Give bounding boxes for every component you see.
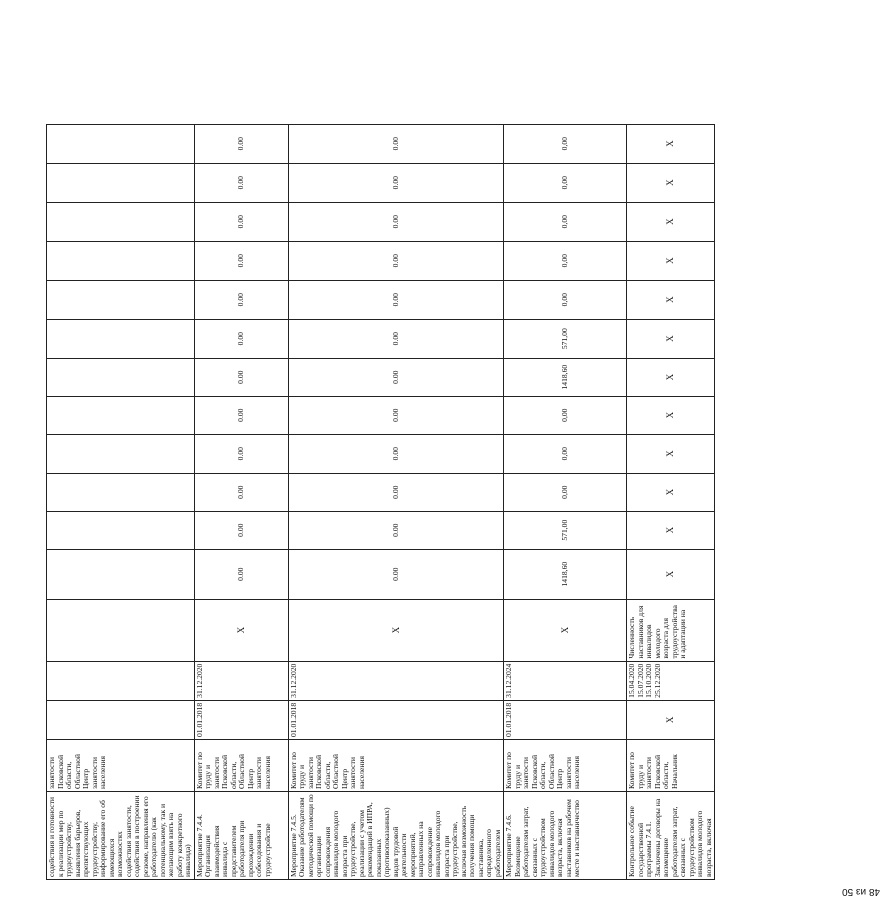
funding-value-cell: 0.00 — [288, 549, 504, 599]
funding-value-cell: X — [627, 396, 715, 434]
funding-value-cell: 0,00 — [504, 241, 627, 280]
funding-value-cell: 0.00 — [288, 241, 504, 280]
funding-value-cell: 0.00 — [288, 124, 504, 163]
end-date-cell: 31.12.2024 — [504, 661, 627, 700]
funding-value-cell: 0.00 — [288, 396, 504, 434]
start-date-cell: 01.01.2018 — [288, 700, 504, 739]
funding-value-cell: X — [627, 319, 715, 358]
funding-value-cell: 0.00 — [194, 434, 288, 473]
funding-value-cell: X — [627, 163, 715, 202]
funding-value-cell — [47, 511, 195, 549]
table-row — [627, 124, 715, 879]
executor-cell: Комитет по труду и занятости Псковской области, Областной Центр занятости населения — [504, 740, 627, 792]
activity-name-cell: содействия и готовности к реализации мер по трудоустройству, выявления барьеров, препятствующих трудоустройству, информирование его об имеющихся возможностях содействия занятости, содействия в построении резюме, направления его работодателю (как потенциальному, так и желающим взять на работу конкретного инвалида) — [47, 792, 195, 880]
funding-value-cell: X — [627, 549, 715, 599]
start-date-cell — [47, 700, 195, 739]
funding-value-cell: 0.00 — [194, 163, 288, 202]
funding-value-cell — [47, 280, 195, 319]
funding-value-cell — [47, 124, 195, 163]
funding-value-cell: 0,00 — [504, 434, 627, 473]
indicator-cell: X — [288, 599, 504, 661]
funding-value-cell: 0.00 — [194, 473, 288, 511]
funding-value-cell: X — [627, 280, 715, 319]
funding-value-cell — [47, 241, 195, 280]
indicator-cell: X — [194, 599, 288, 661]
activity-name-cell: Контрольное событие государственной программы 7.4.1. Заключены договоры на возмещение работодателям затрат, связанных с трудоустройством инвалидов молодого возраста, включая — [627, 792, 715, 880]
table-row — [47, 124, 195, 879]
funding-value-cell: 571,00 — [504, 319, 627, 358]
start-date-cell: X — [627, 700, 715, 739]
funding-value-cell: 0.00 — [194, 549, 288, 599]
funding-value-cell — [47, 202, 195, 241]
funding-value-cell — [47, 473, 195, 511]
funding-value-cell: 0.00 — [288, 358, 504, 396]
end-date-cell: 31.12.2020 — [194, 661, 288, 700]
funding-value-cell: 0.00 — [194, 319, 288, 358]
funding-value-cell: 0.00 — [288, 163, 504, 202]
table-row — [288, 124, 504, 879]
funding-value-cell: 0.00 — [194, 511, 288, 549]
funding-value-cell: 0,00 — [504, 280, 627, 319]
page-number: 48 из 50 — [842, 886, 880, 897]
indicator-cell: Численность наставников для инвалидов молодого возраста для трудоустройства и адаптации на — [627, 599, 715, 661]
funding-value-cell: X — [627, 241, 715, 280]
funding-value-cell: X — [627, 434, 715, 473]
executor-cell: Комитет по труду и занятости Псковской области, Областной Центр занятости населения — [194, 740, 288, 792]
start-date-cell: 01.01.2018 — [504, 700, 627, 739]
activity-name-cell: Мероприятие 7.4.5. Оказание работодателям методической помощи по организации сопровождения инвалидов молодого возраста при трудоустройстве, реализации с учетом рекомендаций в ИПРА, показанных (противопоказанных) видов трудовой деятельности мероприятий, направленных на сопровождение инвалидов молодого возраста при трудоустройстве, включая возможность получения помощи наставника, определенного работодателем — [288, 792, 504, 880]
funding-value-cell — [47, 319, 195, 358]
funding-value-cell — [47, 434, 195, 473]
funding-value-cell — [47, 163, 195, 202]
funding-value-cell: 1418,60 — [504, 358, 627, 396]
funding-value-cell: 0,00 — [504, 396, 627, 434]
executor-cell: Комитет по труду и занятости Псковской области, Областной Центр занятости населения — [288, 740, 504, 792]
table-body — [47, 124, 715, 879]
program-table — [46, 124, 715, 880]
indicator-cell: X — [504, 599, 627, 661]
activity-name-cell: Мероприятие 7.4.4. Организация взаимодействия инвалида с представителем работодателя при прохождении собеседования и трудоустройстве — [194, 792, 288, 880]
funding-value-cell: 0.00 — [288, 511, 504, 549]
funding-value-cell: 0.00 — [194, 241, 288, 280]
funding-value-cell: 0.00 — [194, 202, 288, 241]
end-date-cell — [47, 661, 195, 700]
funding-value-cell — [47, 549, 195, 599]
funding-value-cell: X — [627, 358, 715, 396]
end-date-cell: 31.12.2020 — [288, 661, 504, 700]
funding-value-cell: 0.00 — [194, 396, 288, 434]
funding-value-cell: 1418,60 — [504, 549, 627, 599]
funding-value-cell: 0,00 — [504, 202, 627, 241]
end-date-cell: 15.04.2020 15.07.2020 15.10.2020 25.12.2020 — [627, 661, 715, 700]
start-date-cell: 01.01.2018 — [194, 700, 288, 739]
funding-value-cell: 0.00 — [194, 280, 288, 319]
funding-value-cell: 0.00 — [194, 124, 288, 163]
funding-value-cell: X — [627, 202, 715, 241]
funding-value-cell: 0,00 — [504, 124, 627, 163]
funding-value-cell: 0.00 — [194, 358, 288, 396]
table-row — [504, 124, 627, 879]
funding-value-cell: 0,00 — [504, 163, 627, 202]
funding-value-cell: 0.00 — [288, 202, 504, 241]
funding-value-cell: X — [627, 511, 715, 549]
activity-name-cell: Мероприятие 7.4.6. Возмещение работодателям затрат, связанных с трудоустройством инвалидов молодого возраста, включая наставников на рабочем месте и наставничество — [504, 792, 627, 880]
indicator-cell — [47, 599, 195, 661]
funding-value-cell — [47, 358, 195, 396]
funding-value-cell — [47, 396, 195, 434]
funding-value-cell: X — [627, 124, 715, 163]
funding-value-cell: 0.00 — [288, 319, 504, 358]
funding-value-cell: 0,00 — [504, 473, 627, 511]
funding-value-cell: 0.00 — [288, 280, 504, 319]
funding-value-cell: 571,00 — [504, 511, 627, 549]
funding-value-cell: 0.00 — [288, 434, 504, 473]
executor-cell: занятости Псковской области, Областной Центр занятости населения — [47, 740, 195, 792]
executor-cell: Комитет по труду и занятости Псковской области, Начальник — [627, 740, 715, 792]
funding-value-cell: X — [627, 473, 715, 511]
funding-value-cell: 0.00 — [288, 473, 504, 511]
table-row — [194, 124, 288, 879]
